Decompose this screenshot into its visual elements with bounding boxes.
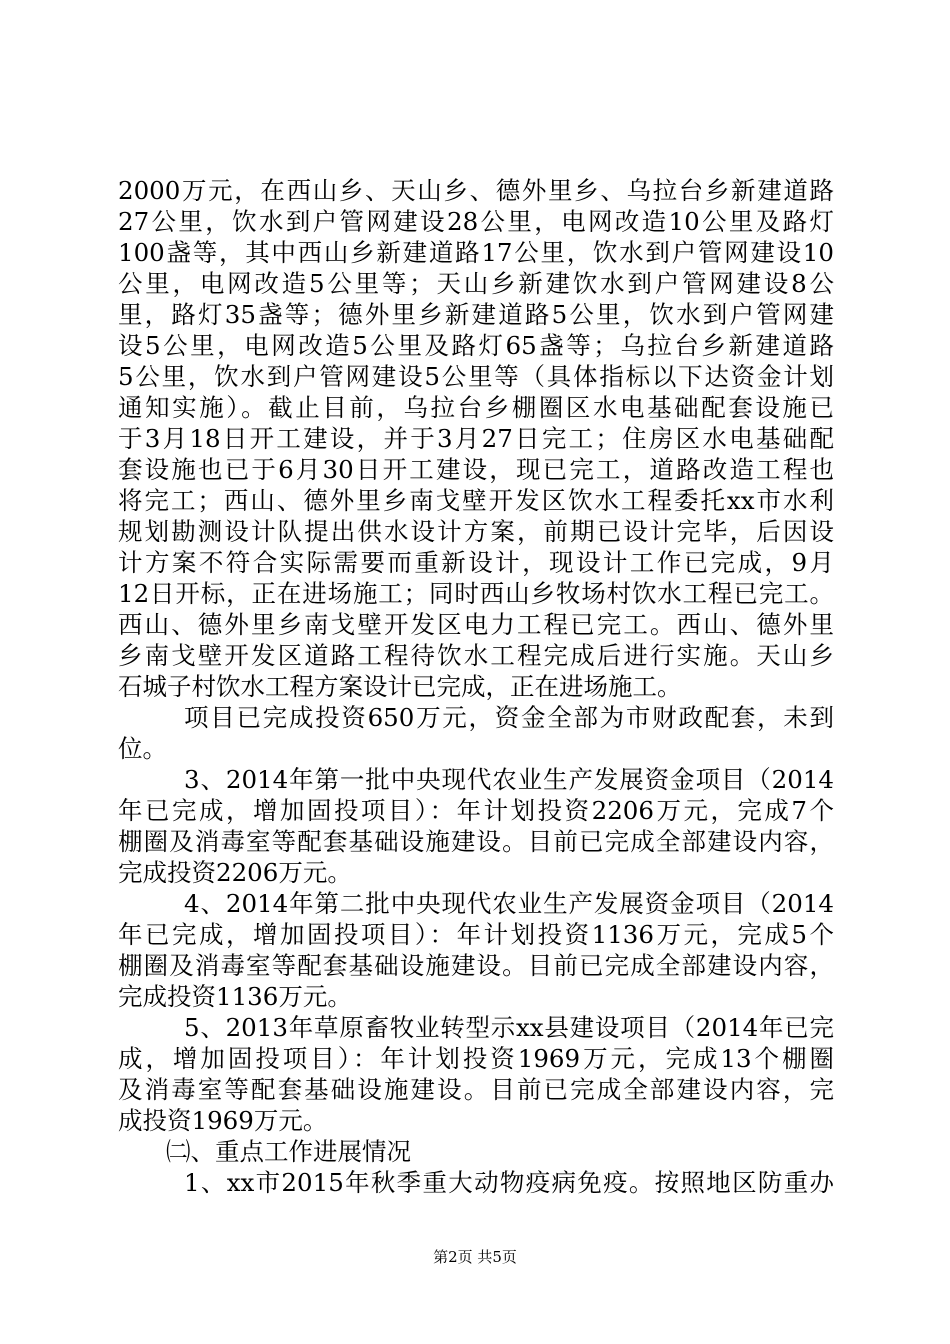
section-heading: ㈡、重点工作进展情况 xyxy=(166,1137,411,1166)
text-line: 通知实施）。截止目前，乌拉台乡棚圈区水电基础配套设施已 xyxy=(118,393,834,422)
text-line: 年已完成，增加固投项目）：年计划投资2206万元，完成7个 xyxy=(118,796,834,825)
item-5-first-line: 5、2013年草原畜牧业转型示xx县建设项目（2014年已完 xyxy=(184,1013,834,1042)
text-line: 将完工；西山、德外里乡南戈壁开发区饮水工程委托xx市水利 xyxy=(118,486,834,515)
text-line: 里，路灯35盏等；德外里乡新建道路5公里，饮水到户管网建 xyxy=(118,300,834,329)
item-4-first-line: 4、2014年第二批中央现代农业生产发展资金项目（2014 xyxy=(184,889,834,918)
text-line: 西山、德外里乡南戈壁开发区电力工程已完工。西山、德外里 xyxy=(118,610,834,639)
text-line: 位。 xyxy=(118,734,167,763)
text-line: 完成投资1136万元。 xyxy=(118,982,352,1011)
text-line: 年已完成，增加固投项目）：年计划投资1136万元，完成5个 xyxy=(118,920,834,949)
text-line: 棚圈及消毒室等配套基础设施建设。目前已完成全部建设内容， xyxy=(118,827,834,856)
text-line: 100盏等，其中西山乡新建道路17公里，饮水到户管网建设10 xyxy=(118,238,834,267)
text-line: 于3月18日开工建设，并于3月27日完工；住房区水电基础配 xyxy=(118,424,834,453)
text-line: 27公里，饮水到户管网建设28公里，电网改造10公里及路灯 xyxy=(118,207,834,236)
page-footer: 第2页 共5页 xyxy=(433,1248,517,1266)
text-line: 2000万元，在西山乡、天山乡、德外里乡、乌拉台乡新建道路 xyxy=(118,176,834,205)
text-line: 石城子村饮水工程方案设计已完成，正在进场施工。 xyxy=(118,672,682,701)
text-line: 设5公里，电网改造5公里及路灯65盏等；乌拉台乡新建道路 xyxy=(118,331,834,360)
text-line: 5公里，饮水到户管网建设5公里等（具体指标以下达资金计划 xyxy=(118,362,834,391)
text-line: 及消毒室等配套基础设施建设。目前已完成全部建设内容，完 xyxy=(118,1075,834,1104)
text-line: 1、xx市2015年秋季重大动物疫病免疫。按照地区防重办 xyxy=(184,1168,834,1197)
text-line: 棚圈及消毒室等配套基础设施建设。目前已完成全部建设内容， xyxy=(118,951,834,980)
text-line: 成投资1969万元。 xyxy=(118,1106,328,1135)
paragraph-first-line: 项目已完成投资650万元，资金全部为市财政配套，未到 xyxy=(184,703,834,732)
item-3-first-line: 3、2014年第一批中央现代农业生产发展资金项目（2014 xyxy=(184,765,834,794)
text-line: 规划勘测设计队提出供水设计方案，前期已设计完毕，后因设 xyxy=(118,517,834,546)
text-line: 公里，电网改造5公里等；天山乡新建饮水到户管网建设8公 xyxy=(118,269,834,298)
text-line: 12日开标，正在进场施工；同时西山乡牧场村饮水工程已完工。 xyxy=(118,579,834,608)
text-line: 成，增加固投项目）：年计划投资1969万元，完成13个棚圈 xyxy=(118,1044,834,1073)
text-line: 套设施也已于6月30日开工建设，现已完工，道路改造工程也 xyxy=(118,455,834,484)
text-line: 计方案不符合实际需要而重新设计，现设计工作已完成，9月 xyxy=(118,548,834,577)
text-line: 乡南戈壁开发区道路工程待饮水工程完成后进行实施。天山乡 xyxy=(118,641,834,670)
text-line: 完成投资2206万元。 xyxy=(118,858,352,887)
